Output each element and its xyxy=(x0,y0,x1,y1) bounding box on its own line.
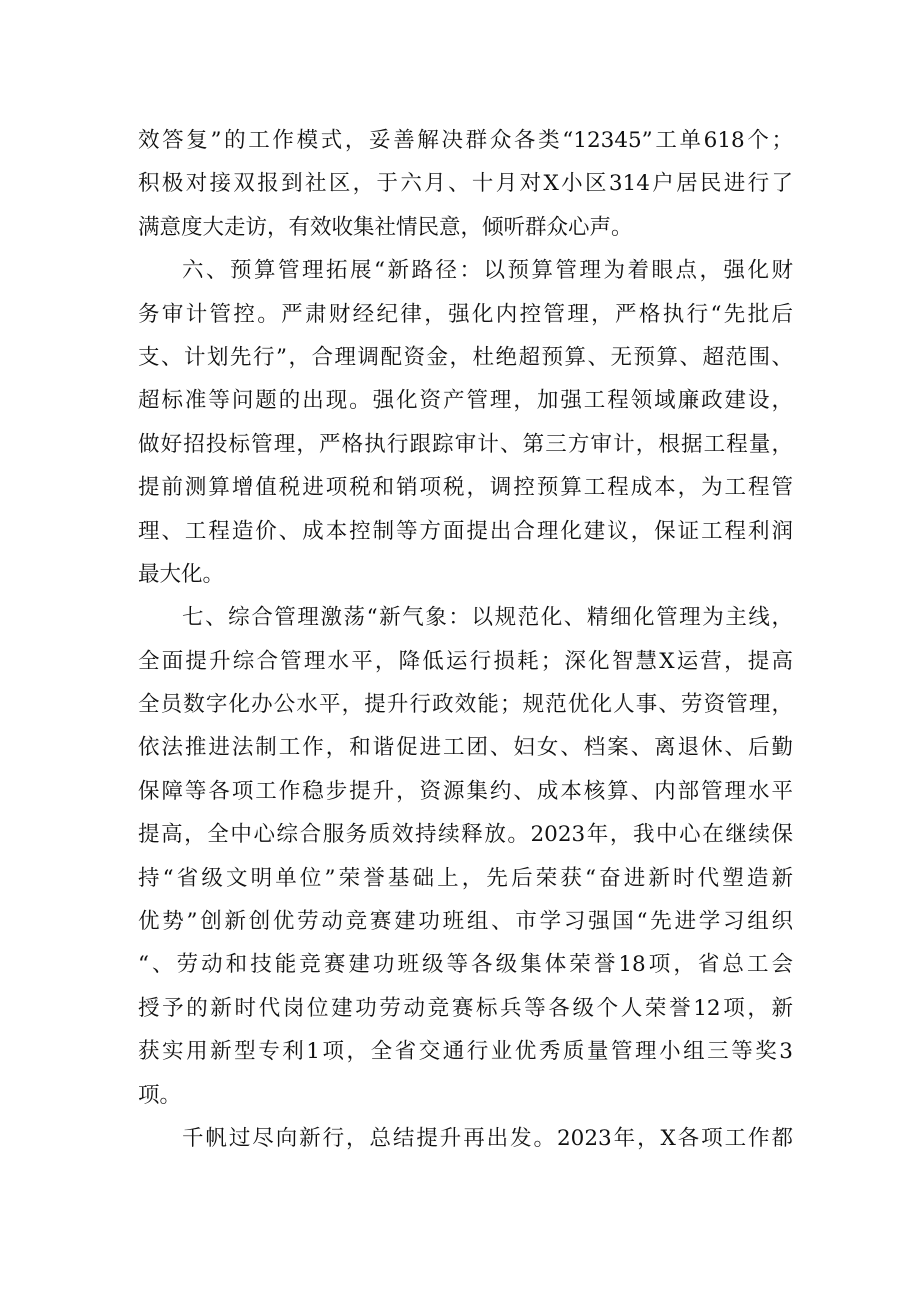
section-six-heading-line: 六、预算管理拓展“新路径：以预算管理为着眼点，强化财 xyxy=(182,258,793,284)
text-line: 提前测算增值税进项税和销项税，调控预算工程成本，为工程管 xyxy=(138,475,793,501)
text-line: 满意度大走访，有效收集社情民意，倾听群众心声。 xyxy=(138,214,633,240)
document-body xyxy=(138,119,793,1160)
closing-paragraph-line: 千帆过尽向新行，总结提升再出发。2023年，X各项工作都 xyxy=(182,1125,793,1151)
text-line: 效答复”的工作模式，妥善解决群众各类“12345”工单618个； xyxy=(138,128,793,153)
text-line: 授予的新时代岗位建功劳动竞赛标兵等各级个人荣誉12项，新 xyxy=(138,995,793,1021)
text-line: 提高，全中心综合服务质效持续释放。2023年，我中心在继续保 xyxy=(138,822,793,848)
text-line: “、劳动和技能竞赛建功班级等各级集体荣誉18项，省总工会 xyxy=(138,952,793,978)
text-line: 项。 xyxy=(138,1082,182,1108)
text-line: 依法推进法制工作，和谐促进工团、妇女、档案、离退休、后勤 xyxy=(138,735,793,761)
text-line: 务审计管控。严肃财经纪律，强化内控管理，严格执行“先批后 xyxy=(138,301,793,327)
text-line: 获实用新型专利1项，全省交通行业优秀质量管理小组三等奖3 xyxy=(138,1039,793,1065)
section-seven-heading-line: 七、综合管理激荡“新气象：以规范化、精细化管理为主线， xyxy=(182,605,793,631)
text-line: 支、计划先行”，合理调配资金，杜绝超预算、无预算、超范围、 xyxy=(138,344,793,370)
text-line: 积极对接双报到社区，于六月、十月对X小区314户居民进行了 xyxy=(138,171,793,197)
text-line: 最大化。 xyxy=(138,561,225,587)
text-line: 优势”创新创优劳动竞赛建功班组、市学习强国“先进学习组织 xyxy=(138,909,793,935)
text-line: 保障等各项工作稳步提升，资源集约、成本核算、内部管理水平 xyxy=(138,778,793,804)
text-line: 超标准等问题的出现。强化资产管理，加强工程领域廉政建设， xyxy=(138,388,793,414)
text-line: 做好招投标管理，严格执行跟踪审计、第三方审计，根据工程量， xyxy=(138,431,793,457)
text-line: 持“省级文明单位”荣誉基础上，先后荣获“奋进新时代塑造新 xyxy=(138,865,793,891)
text-line: 理、工程造价、成本控制等方面提出合理化建议，保证工程利润 xyxy=(138,518,793,544)
text-line: 全面提升综合管理水平，降低运行损耗；深化智慧X运营，提高 xyxy=(138,648,793,674)
text-line: 全员数字化办公水平，提升行政效能；规范优化人事、劳资管理， xyxy=(138,692,793,718)
